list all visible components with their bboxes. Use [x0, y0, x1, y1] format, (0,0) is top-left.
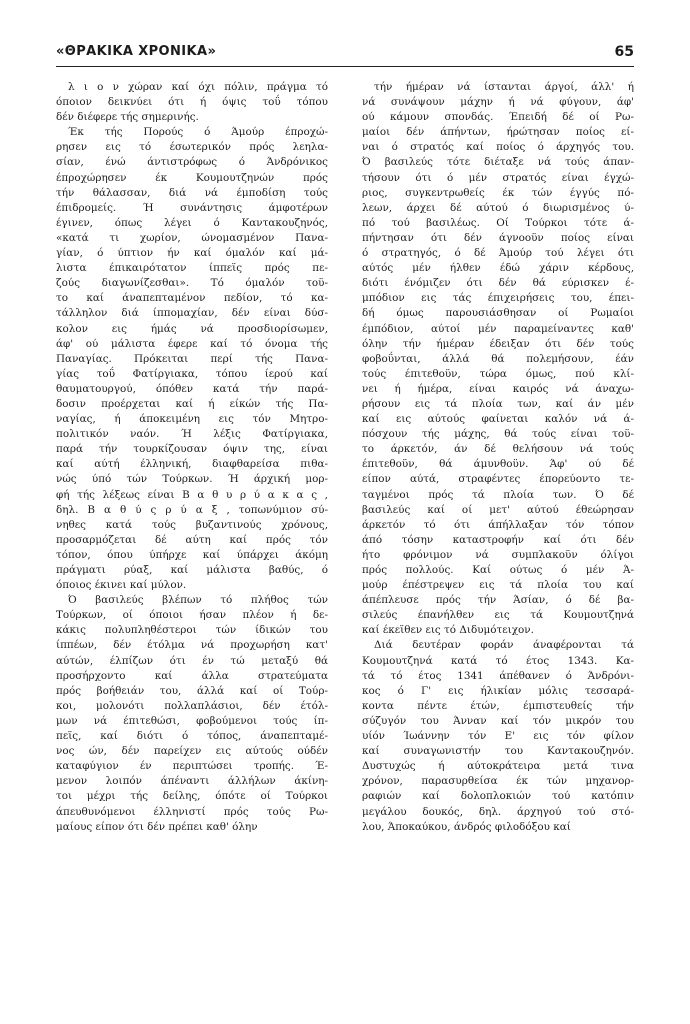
text-line: φή τής λέξεως είναι Β α θ υ ρ ύ α κ α ς ,	[56, 488, 328, 501]
text-line: δέν διέφερε τής σημερινής.	[56, 111, 199, 124]
text-line: σίαν, ένώ άντιστρόφως ό Άνδρόνικος	[56, 156, 328, 169]
page-header	[56, 40, 634, 67]
text-line: μων νά έπιτεθώσι, φοβούμενοι τούς ίπ-	[56, 714, 328, 727]
text-line: δοσιν προέρχεται καί ή είκών τής Πα-	[56, 397, 328, 410]
journal-title: «ΘΡΑΚΙΚΑ ΧΡΟΝΙΚΑ»	[56, 44, 217, 59]
text-line: Διά δευτέραν φοράν άναφέρονται τά	[374, 639, 634, 652]
text-line: υίόν Ίωάννην τόν Ε' εις τόν φίλον	[362, 730, 634, 743]
text-line: νώς ύπό τών Τούρκων. Ή άρχική μορ-	[56, 473, 328, 486]
text-line: όποιον δεικνύει ότι ή όψις τοΰ τόπου	[56, 96, 328, 109]
text-line: προσαρμόζεται δέ αύτη καί πρός τόν	[56, 533, 328, 546]
text-line: ρησεν εις τό έσωτερικόν πρός λεηλα-	[56, 141, 328, 154]
text-line: τόπον, όπου ύπήρχε καί ύπάρχει άκόμη	[56, 548, 328, 561]
text-line: καταφύγιον έν περιπτώσει τροπής. Έ-	[56, 760, 328, 773]
text-line: λεων, άρχει δέ αύτού ό διωρισμένος ύ-	[362, 201, 634, 214]
text-line: πολιτικόν ναόν. Ή λέξις Φατίργιακα,	[56, 428, 328, 441]
text-line: λου, Άποκαύκου, άνδρός φιλοδόξου καί	[362, 820, 571, 833]
text-line: γίας τοΰ Φατίργιακα, τόπου ίερού καί	[56, 367, 328, 380]
text-line: Δυστυχώς ή αύτοκράτειρα μετά τινα	[362, 760, 634, 773]
text-line: ρήσουν εις τά πλοία των, καί άν μέν	[362, 397, 634, 410]
text-line: το άρκετόν, άν δέ θελήσουν νά τούς	[362, 443, 634, 456]
text-line: Παναγίας. Πρόκειται περί τής Πανα-	[56, 352, 328, 365]
text-line: ζούς διαγωνίζεσθαι». Τό όμαλόν τοϋ-	[56, 277, 328, 290]
text-line: παρά τήν τουρκίζουσαν όψιν της, είναι	[56, 443, 328, 456]
text-line: άπό τόσην καταστροφήν καί ότι δέν	[362, 533, 634, 546]
right-column	[362, 80, 634, 986]
text-line: Ό βασιλεύς τότε διέταξε νά τούς άπαν-	[362, 156, 634, 169]
text-line: έπιδρομείς. Ή συνάντησις άμφοτέρων	[56, 201, 328, 214]
text-line: νος ών, δέν παρείχεν εις αύτούς ούδέν	[56, 745, 328, 758]
text-line: μούρ έπέστρεψεν εις τά πλοία του καί	[362, 579, 634, 592]
text-line: Ό βασιλεύς βλέπων τό πλήθος τών	[68, 594, 328, 607]
text-line: μαίοι δέν άπήντων, ήρώτησαν ποίος εί-	[362, 126, 634, 139]
text-line: μεγάλου δουκός, δηλ. άρχηγού τού στό-	[362, 805, 634, 818]
text-line: δηλ. Β α θ ύ ς ρ ύ α ξ , τοπωνύμιον σύ-	[56, 503, 328, 516]
text-line: τά τό έτος 1341 άπέθανεν ό Άνδρόνι-	[362, 669, 634, 682]
text-line: τήν θάλασσαν, διά νά έμποδίση τούς	[56, 186, 328, 199]
text-line: αύτός μέν ήλθεν έδώ χάριν κέρδους,	[362, 262, 634, 275]
text-line: φοβοΰνται, άλλά θά πολεμήσουν, έάν	[362, 352, 634, 365]
text-line: ού κάμουν σπονδάς. Έπειδή δέ οί Ρω-	[362, 111, 634, 124]
text-line: ναι ό στρατός καί ποίος ό άρχηγός του.	[362, 141, 634, 154]
text-line: σύζυγόν του Άνναν καί τόν μικρόν του	[362, 714, 634, 727]
text-line: λ ι ο ν χώραν καί όχι πόλιν, πράγμα τό	[68, 81, 328, 93]
text-line: όποιος έκινει καί μύλον.	[56, 579, 187, 592]
text-line: γίαν, ό ύπτιον ήν καί όμαλόν καί μά-	[56, 247, 328, 260]
text-line: πό τού βασιλέως. Οί Τούρκοι τότε ά-	[362, 216, 634, 229]
text-line: καί συναγωνιστήν του Καντακουζηνόν.	[362, 745, 634, 758]
text-line: διότι ένόμιζεν ότι δέν θά εύρισκεν έ-	[362, 277, 634, 290]
text-line: είπον αύτά, στραφέντες έπορεύοντο τε-	[362, 473, 634, 486]
text-line: το καί άναπεπταμένον πεδίον, τό κα-	[56, 292, 328, 305]
text-line: νά συνάψουν μάχην ή νά φύγουν, άφ'	[362, 96, 634, 109]
text-line: κοι, μολονότι πολλαπλάσιοι, δέν έτόλ-	[56, 699, 328, 712]
text-line: έγινεν, όπως λέγει ό Καντακουζηνός,	[56, 216, 328, 229]
left-column	[56, 80, 328, 986]
text-line: προσήρχοντο καί άλλα στρατεύματα	[56, 669, 328, 682]
text-line: Τούρκων, οί όποιοι ήσαν πλέον ή δε-	[56, 609, 328, 622]
text-line: νηθες κατά τούς βυζαντινούς χρόνους,	[56, 518, 328, 531]
text-line: ραφιών καί δολοπλοκιών τού κατόπιν	[362, 790, 634, 803]
text-line: τοι μέχρι τής δείλης, όπότε οί Τούρκοι	[56, 790, 328, 803]
text-columns	[56, 80, 634, 986]
text-line: άρκετόν τό ότι άπήλλαξαν τόν τόπον	[362, 518, 634, 531]
text-line: χρόνον, παρασυρθείσα έκ τών μηχανορ-	[362, 775, 634, 788]
text-line: θαυματουργού, όπόθεν κατά τήν παρά-	[56, 382, 328, 395]
text-line: δή όμως παρουσιάσθησαν οί Ρωμαίοι	[362, 307, 634, 320]
text-line: μενον λοιπόν άπέναντι άλλήλων άκίνη-	[56, 775, 328, 788]
text-line: Κουμουτζηνά κατά τό έτος 1343. Κα-	[362, 654, 634, 667]
text-line: Έκ τής Πορούς ό Άμούρ έπροχώ-	[68, 126, 328, 139]
text-line: πρός πολλούς. Καί ούτως ό μέν Ά-	[362, 564, 634, 576]
text-line: πράγματι ρύαξ, καί μάλιστα βαθύς, ό	[56, 564, 328, 576]
text-line: βασιλεύς καί οί μετ' αύτού έθεώρησαν	[362, 503, 634, 516]
text-line: άπέπλευσε πρός τήν Άσίαν, ό δέ βα-	[362, 594, 634, 607]
text-line: λιστα έπικαιρότατον ίππεϊς πρός πε-	[56, 262, 328, 275]
text-line: μαίους είπον ότι δέν πρέπει καθ' όλην	[56, 820, 258, 833]
text-line: άφ' ού μάλιστα έφερε καί τό όνομα τής	[56, 337, 328, 350]
text-line: ναγίας, ή άποκειμένη εις τόν Μητρο-	[56, 413, 328, 426]
text-line: πρός βοήθειάν του, άλλά καί οί Τούρ-	[56, 684, 328, 697]
text-line: σιλεύς έπανήλθεν εις τά Κουμουτζηνά	[362, 609, 634, 622]
text-line: αύτών, έλπίζων ότι έν τώ μεταξύ θά	[56, 654, 328, 667]
text-line: κος ό Γ' εις ήλικίαν μόλις τεσσαρά-	[362, 684, 634, 697]
text-line: νει ή ήμέρα, είναι καιρός νά άναχω-	[362, 382, 634, 395]
text-line: πόσχουν τής μάχης, θά τούς είναι τοϋ-	[362, 428, 634, 441]
page-number: 65	[614, 44, 634, 60]
text-line: ταγμένοι πρός τά πλοία των. Ό δέ	[362, 488, 634, 501]
text-line: πεϊς, καί διότι ό τόπος, άναπεπταμέ-	[56, 730, 328, 743]
text-line: πήντησαν ότι δέν άγνοοϋν ποίος είναι	[362, 231, 634, 244]
text-line: κάκις πολυπληθέστεροι τών ίδικών του	[56, 624, 328, 637]
text-line: έμπόδιον, αύτοί μέν παραμείναντες καθ'	[362, 322, 634, 335]
text-line: κοντα πέντε έτών, έμπιστευθείς τήν	[362, 699, 634, 712]
text-line: ριος, συγκεντρωθείς έκ τών έγγύς πό-	[362, 186, 634, 199]
text-line: ό στρατηγός, ό δέ Άμούρ τού λέγει ότι	[362, 247, 634, 260]
text-line: καί εις αύτούς φαίνεται καλόν νά ά-	[362, 413, 634, 426]
text-line: μπόδιον εις τάς έπιχειρήσεις του, έπει-	[362, 292, 634, 305]
text-line: τούς έπιτεθοϋν, τώρα όμως, πού κλί-	[362, 367, 634, 380]
text-line: κολον εις ήμάς νά προσδιορίσωμεν,	[56, 322, 328, 335]
text-line: τήν ήμέραν νά ίστανται άργοί, άλλ' ή	[374, 81, 634, 93]
text-line: όλην τήν ήμέραν έδειξαν ότι δέν τούς	[362, 337, 634, 350]
text-line: ήτο φρόνιμον νά συμπλακοϋν όλίγοι	[362, 548, 634, 561]
text-line: καί έκεϊθεν εις τό Διδυμότειχον.	[362, 624, 534, 637]
text-line: καί αύτή έλληνική, διαφθαρείσα πιθα-	[56, 458, 328, 471]
text-line: τήσουν ότι ό μέν στρατός είναι έγχώ-	[362, 171, 634, 184]
text-line: ίππέων, δέν έτόλμα νά προχωρήση κατ'	[56, 639, 328, 652]
text-line: άπευθυνόμενοι έλληνιστί πρός τούς Ρω-	[56, 805, 328, 818]
text-line: έπροχώρησεν έκ Κουμουτζηνών πρός	[56, 171, 328, 184]
text-line: τάλληλον διά ίππομαχίαν, δέν είναι δύσ-	[56, 307, 328, 320]
text-line: «κατά τι χωρίον, ώνομασμένον Πανα-	[56, 231, 328, 244]
text-line: έπιτεθοϋν, θά άμυνθοϋν. Άφ' ού δέ	[362, 458, 634, 471]
